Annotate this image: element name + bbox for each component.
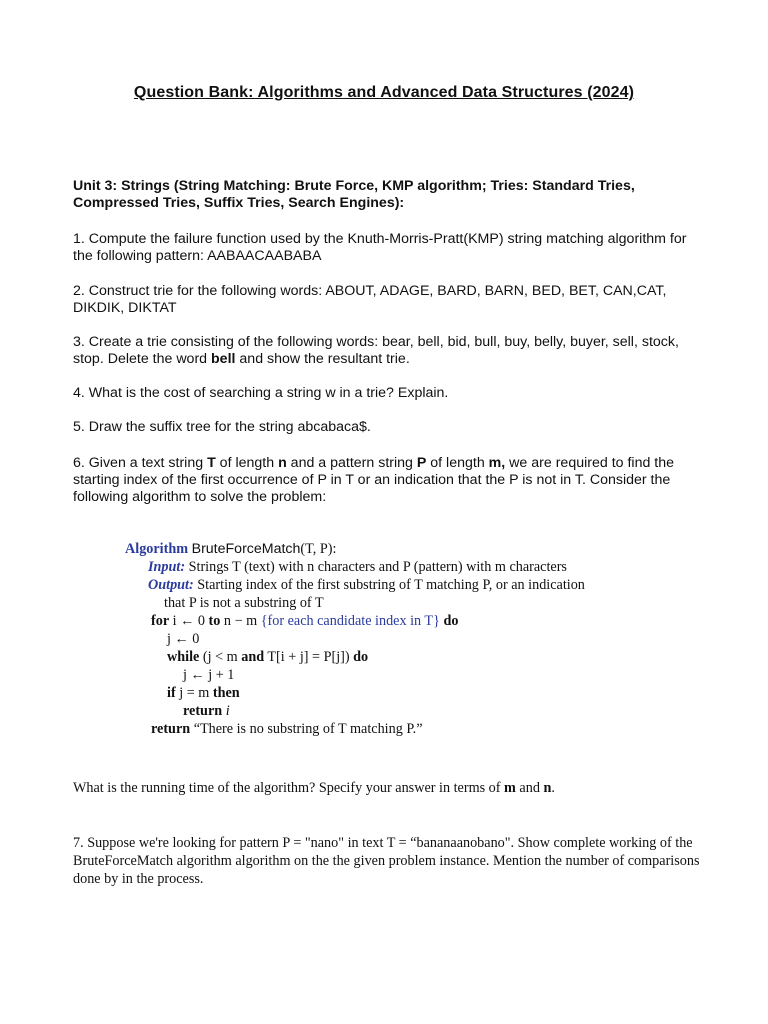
return-keyword: return: [183, 703, 223, 719]
q6-bold-T: T: [207, 455, 216, 471]
question-4: 4. What is the cost of searching a string w in a trie? Explain.: [73, 385, 449, 401]
algorithm-while-line: [125, 648, 705, 666]
to-keyword: to: [208, 613, 221, 629]
if-keyword: if: [167, 685, 176, 701]
for-expr: i ← 0: [172, 613, 205, 629]
algorithm-name: BruteForceMatch: [191, 541, 301, 557]
then-keyword: then: [212, 685, 240, 701]
question-3: [73, 334, 703, 368]
if-expr: j = m: [179, 685, 210, 701]
j-inc: j ← j + 1: [183, 667, 235, 683]
return-message: “There is no substring of T matching P.”: [193, 721, 423, 737]
algorithm-return-i: [125, 702, 705, 720]
algorithm-input: [125, 558, 705, 576]
for-comment: {for each candidate index in T}: [260, 613, 440, 629]
question-2: 2. Construct trie for the following words: ABOUT, ADAGE, BARD, BARN, BED, BET, CAN,CAT, DIKDIK, DIKTAT: [73, 283, 667, 316]
q6b-part-3: .: [551, 780, 555, 796]
algorithm-return-msg: [125, 720, 705, 738]
q6b-part-2: and: [515, 780, 544, 796]
algorithm-j-inc: [125, 666, 705, 684]
q6-bold-P: P: [416, 455, 427, 471]
j-init: j ← 0: [167, 631, 200, 647]
algorithm-output-cont: [125, 594, 705, 612]
q6-part-5: we are required to find the starting index of the first occurrence of P in T or an indication that the P is not in T. Consider the following algorithm to solve the problem:: [73, 455, 675, 505]
algorithm-for-line: [125, 612, 705, 630]
q6-part-4: of length: [426, 455, 489, 471]
question-5: 5. Draw the suffix tree for the string abcabaca$.: [73, 419, 371, 435]
unit-heading: Unit 3: Strings (String Matching: Brute Force, KMP algorithm; Tries: Standard Tries, Compressed Tries, Suffix Tries, Search Engines):: [73, 178, 635, 211]
algorithm-header: [125, 540, 705, 558]
return-value: i: [225, 703, 230, 719]
algorithm-keyword: Algorithm: [125, 541, 189, 557]
return-keyword-2: return: [151, 721, 191, 737]
q6-part-2: of length: [215, 455, 279, 471]
q6-part-1: 6. Given a text string: [73, 455, 208, 471]
algorithm-args: (T, P):: [300, 541, 337, 557]
question-3-text-a: 3. Create a trie consisting of the following words: bear, bell, bid, bull, buy, belly, buyer, sell, stock, stop. Delete the word: [73, 334, 679, 367]
for-expr-2: n − m: [223, 613, 258, 629]
algorithm-j-init: [125, 630, 705, 648]
question-6: [73, 455, 703, 506]
input-label: Input:: [148, 559, 186, 575]
while-keyword: while: [167, 649, 200, 665]
algorithm-output: [125, 576, 705, 594]
q6-bold-n: n: [278, 455, 287, 471]
q6b-bold-n: n: [543, 780, 552, 796]
question-3-text-b: and show the resultant trie.: [235, 351, 410, 367]
output-text-2: that P is not a substring of T: [164, 595, 324, 611]
do-keyword-2: do: [353, 649, 369, 665]
while-expr-1: (j < m: [202, 649, 238, 665]
algorithm-box: [125, 540, 705, 738]
q6b-bold-m: m: [504, 780, 516, 796]
and-keyword: and: [241, 649, 265, 665]
document-title: Question Bank: Algorithms and Advanced Data Structures (2024): [133, 84, 635, 101]
question-1: 1. Compute the failure function used by the Knuth-Morris-Pratt(KMP) string matching algorithm for the following pattern: AABAACAABABA: [73, 231, 687, 264]
output-label: Output:: [148, 577, 194, 593]
while-expr-2: T[i + j] = P[j]): [267, 649, 350, 665]
input-text: Strings T (text) with n characters and P (pattern) with m characters: [188, 559, 567, 575]
output-text: Starting index of the first substring of T matching P, or an indication: [197, 577, 585, 593]
algorithm-if-line: [125, 684, 705, 702]
q6-bold-m: m,: [488, 455, 506, 471]
question-7: 7. Suppose we're looking for pattern P = "nano" in text T = “bananaanobano". Show complete working of the BruteForceMatch algorithm algorithm on the the given problem instance. Mention the number of comparisons done by in the process.: [73, 835, 700, 887]
do-keyword: do: [443, 613, 459, 629]
question-3-bold-word: bell: [211, 351, 236, 367]
q6-part-3: and a pattern string: [286, 455, 417, 471]
q6b-part-1: What is the running time of the algorithm? Specify your answer in terms of: [73, 780, 505, 796]
question-6-followup: [73, 779, 713, 797]
for-keyword: for: [151, 613, 170, 629]
